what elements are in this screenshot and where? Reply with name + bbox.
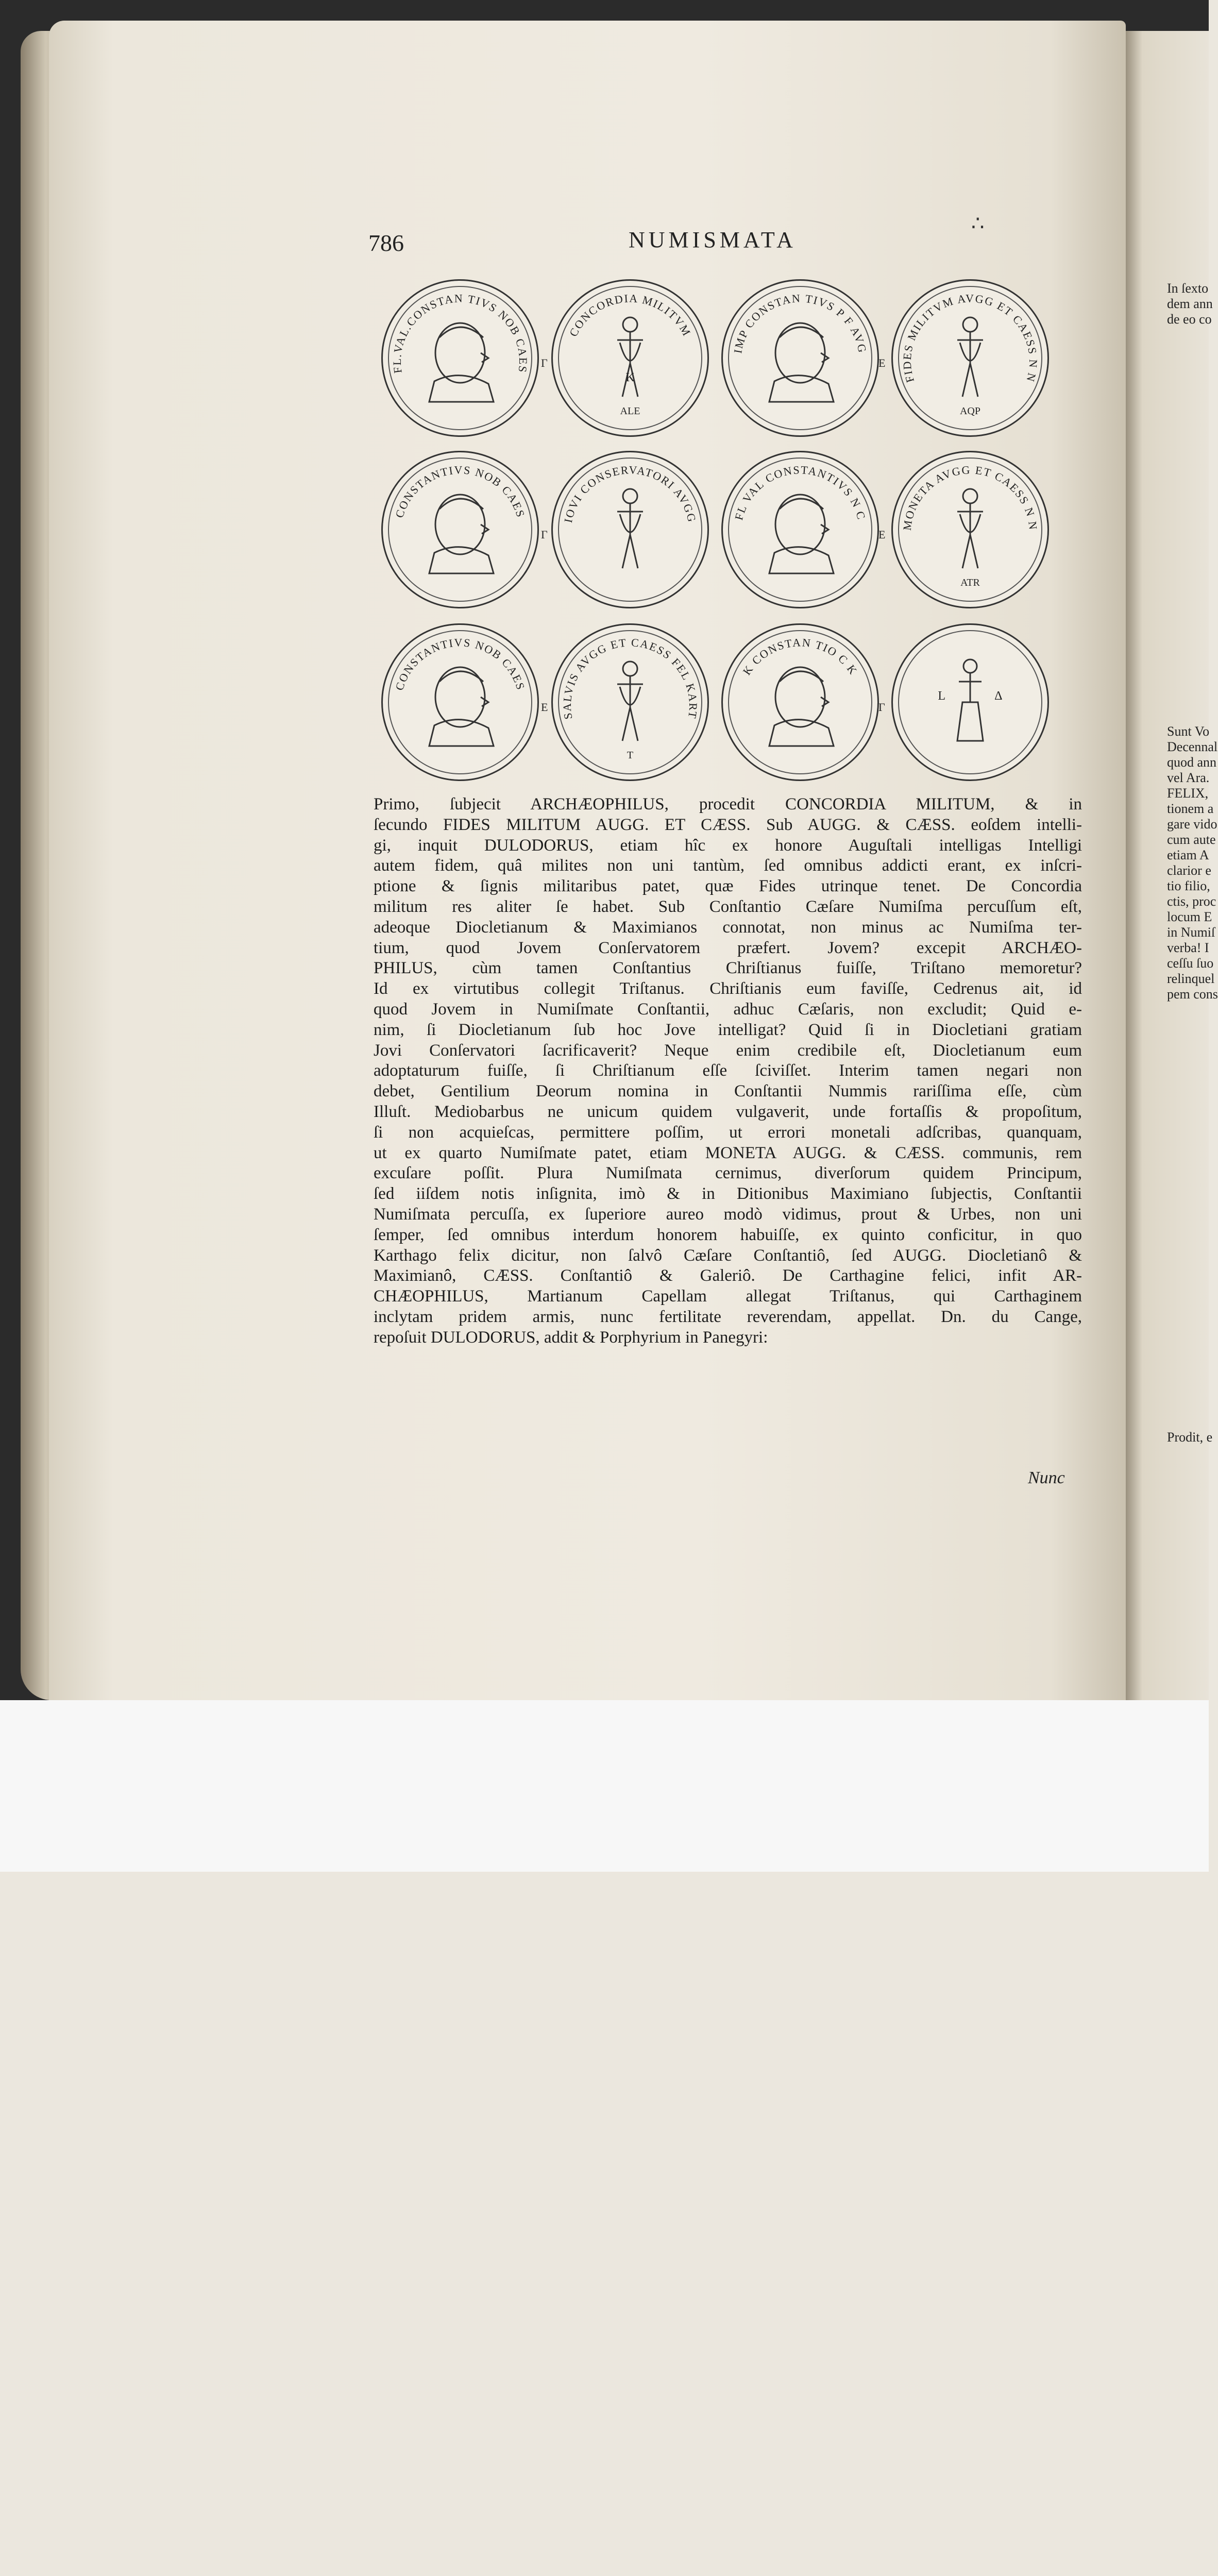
text-line: tium, quod Jovem Conſervatorem præfert. Jovem? excepit ARCHÆO-: [374, 938, 1082, 957]
coin-legend-text: FL.VAL.CONSTAN TIVS NOB CAES: [390, 292, 530, 375]
text-line: inclytam pridem armis, nunc fertilitate reverendam, appellat. Dn. du Cange,: [374, 1307, 1082, 1326]
coin: [551, 623, 709, 781]
margin-fragment: dem ann: [1167, 296, 1213, 311]
margin-fragment: vel Ara.: [1167, 770, 1210, 785]
body-text: [374, 794, 1082, 1348]
coin-legend: [723, 452, 877, 607]
catchword: Nunc: [1028, 1468, 1065, 1487]
coin-legend: [723, 281, 877, 435]
svg-text:FL VAL CONSTANTIVS N C: [732, 463, 868, 521]
text-line: debet, Gentilium Deorum nomina in Conſtantii Nummis rariſſima eſſe, cùm: [374, 1082, 1082, 1101]
coin: [721, 451, 879, 608]
text-line: Numiſmata percuſſa, ex ſuperiore aureo modò vidimus, prout & Urbes, non uni: [374, 1205, 1082, 1224]
coin-exergue: ALE: [620, 405, 640, 417]
footer-bar: [0, 1700, 1209, 1872]
text-line: ptione & ſignis militaribus patet, quæ Fides utrinque tenet. De Concordia: [374, 877, 1082, 896]
text-line: Illuſt. Mediobarbus ne unicum quidem vulgaverit, unde fortaſſis & propoſitum,: [374, 1102, 1082, 1121]
coin: [381, 623, 539, 781]
margin-fragment: pem cons: [1167, 987, 1218, 1002]
header-ornament: ∴: [971, 212, 985, 235]
coin-legend: [383, 281, 537, 435]
margin-fragment: locum E: [1167, 909, 1212, 924]
portrait-bust: [429, 667, 494, 746]
text-line: ſecundo FIDES MILITUM AUGG. ET CÆSS. Sub AUGG. & CÆSS. eoſdem intelli-: [374, 815, 1082, 834]
margin-fragment: de eo co: [1167, 312, 1212, 327]
margin-fragment: tionem a: [1167, 801, 1214, 816]
coin-legend-text: SALVIS AVGG ET CAESS FEL KART: [560, 636, 700, 721]
text-line: quod Jovem in Numiſmate Conſtantii, adhuc Cæſaris, non excludit; Quid e-: [374, 999, 1082, 1019]
coin-field-letters: L Δ: [938, 689, 1003, 703]
coin: [551, 279, 709, 437]
portrait-bust: [769, 495, 834, 573]
standing-figure: [617, 489, 643, 568]
coin-legend-text: IMP CONSTAN TIVS P F AVG: [731, 292, 870, 354]
text-line: autem fidem, quâ milites non uni tantùm, ſed omnibus addicti erant, ex inſcri-: [374, 856, 1082, 875]
text-line: excuſare poſſit. Plura Numiſmata cernimus, diverſorum quidem Principum,: [374, 1164, 1082, 1183]
coin-legend: [723, 625, 877, 779]
margin-fragment: ceſſu ſuo: [1167, 956, 1214, 971]
portrait-bust: [429, 323, 494, 402]
coin: [891, 279, 1049, 437]
svg-text:CONSTANTIVS NOB CAES: [393, 636, 528, 692]
text-line: Maximianô, CÆSS. Conſtantiô & Galeriô. De Carthagine felici, infit AR-: [374, 1266, 1082, 1285]
mint-mark: Γ: [541, 528, 548, 541]
text-line: Primo, ſubjecit ARCHÆOPHILUS, procedit CONCORDIA MILITUM, & in: [374, 795, 1082, 814]
standing-figure: [957, 489, 983, 568]
mint-mark: Γ: [541, 357, 548, 369]
coin: [891, 623, 1049, 781]
margin-fragment: quod ann: [1167, 755, 1217, 770]
text-line: Id ex virtutibus collegit Triſtanus. Chriſtianis eum faviſſe, Cedrenus ait, id: [374, 979, 1082, 998]
text-line: militum res aliter ſe habet. Sub Conſtantio Cæſare Numiſma percuſſum eſt,: [374, 897, 1082, 916]
mint-mark: Ε: [878, 528, 886, 541]
coin-plate: [376, 273, 1128, 788]
margin-fragment: Prodit, e: [1167, 1430, 1213, 1445]
portrait-bust: [769, 323, 834, 402]
coin: [381, 279, 539, 437]
margin-fragment: in Numiſ: [1167, 925, 1215, 940]
text-line: adeoque Diocletianum & Maximianos connotat, non minus ac Numiſma ter-: [374, 918, 1082, 937]
coin-legend-text: MONETA AVGG ET CAESS N N: [900, 463, 1040, 532]
coin-legend-text: K CONSTAN TIO C K: [740, 636, 860, 677]
text-line: adoptaturum fuiſſe, ſi Chriſtianum eſſe ſciviſſet. Interim tamen negari non: [374, 1061, 1082, 1080]
coin-legend: [383, 452, 537, 607]
margin-fragment: clarior e: [1167, 863, 1211, 878]
margin-fragment: etiam A: [1167, 848, 1209, 862]
portrait-bust: [429, 495, 494, 573]
coin-legend-text: CONCORDIA MILITVM: [566, 292, 694, 339]
margin-fragment: verba! I: [1167, 940, 1209, 955]
text-line: repoſuit DULODORUS, addit & Porphyrium in Panegyri:: [374, 1328, 768, 1347]
text-line: Jovi Conſervatori ſacrificaverit? Neque enim credibile eſt, Diocletianum eum: [374, 1041, 1082, 1060]
margin-fragment: cum aute: [1167, 832, 1216, 847]
coin: [721, 623, 879, 781]
coin-legend: [383, 625, 537, 779]
standing-figure: [957, 317, 983, 397]
page-number: 786: [368, 230, 404, 256]
coin-legend: [553, 452, 707, 607]
text-line: Karthago felix dicitur, non ſalvô Cæſare Conſtantiô, ſed AUGG. Diocletianô &: [374, 1246, 1082, 1265]
coin: [381, 451, 539, 608]
svg-text:CONSTANTIVS NOB CAES: [393, 463, 528, 519]
coin-legend-text: FL VAL CONSTANTIVS N C: [732, 463, 869, 522]
margin-fragment: relinquel: [1167, 971, 1215, 986]
margin-fragment: Sunt Vo: [1167, 724, 1210, 739]
mint-mark: Γ: [878, 701, 885, 714]
svg-text:FL.VAL.CONSTAN TIVS NOB CAES: [391, 292, 530, 374]
coin-exergue: ATR: [960, 577, 980, 588]
margin-fragment: tio filio,: [1167, 878, 1210, 893]
coin-legend-text: IOVI CONSERVATORI AVGG: [561, 463, 699, 524]
text-line: ut ex quarto Numiſmate patet, etiam MONETA AUGG. & CÆSS. communis, rem: [374, 1143, 1082, 1162]
margin-fragment: In ſexto: [1167, 281, 1209, 296]
coin-legend-text: CONSTANTIVS NOB CAES: [393, 636, 528, 692]
margin-fragment: gare vido: [1167, 817, 1217, 832]
running-head: NUMISMATA: [629, 227, 797, 252]
text-line: nim, ſi Diocletianum ſub hoc Jove intelligat? Quid ſi in Diocletiani gratiam: [374, 1020, 1082, 1039]
text-line: PHILUS, cùm tamen Conſtantius Chriſtianus fuiſſe, Triſtano memoretur?: [374, 959, 1082, 978]
margin-fragment: ctis, proc: [1167, 894, 1216, 909]
coin: [721, 279, 879, 437]
text-line: gi, inquit DULODORUS, etiam hîc ex honore Auguſtali intelligas Intelligi: [374, 836, 1082, 855]
text-line: ſed iiſdem notis inſignita, imò & in Ditionibus Maximiano ſubjectis, Conſtantii: [374, 1184, 1082, 1204]
margin-fragment: Decennal: [1167, 739, 1218, 754]
coin: [551, 451, 709, 608]
text-line: ſi non acquieſcas, permittere poſſim, ut errori monetali adſcribas, quanquam,: [374, 1123, 1082, 1142]
mint-mark: Ε: [878, 357, 886, 369]
margin-fragment: FELIX,: [1167, 786, 1209, 801]
coin-exergue: T: [627, 750, 634, 761]
portrait-bust: [769, 667, 834, 746]
coin-legend-text: FIDES MILITVM AVGG ET CAESS N N: [900, 292, 1040, 384]
coin: [891, 451, 1049, 608]
coin-field-letters: K: [625, 371, 635, 384]
coin-legend-text: CONSTANTIVS NOB CAES: [393, 463, 528, 520]
coin-exergue: AQP: [959, 405, 980, 417]
mint-mark: Ε: [541, 701, 548, 714]
text-line: ſemper, ſed omnibus interdum honorem habuiſſe, ex quinto conficitur, in quo: [374, 1225, 1082, 1244]
text-line: CHÆOPHILUS, Martianum Capellam allegat Triſtanus, qui Carthaginem: [374, 1287, 1082, 1306]
standing-figure: [617, 662, 643, 741]
